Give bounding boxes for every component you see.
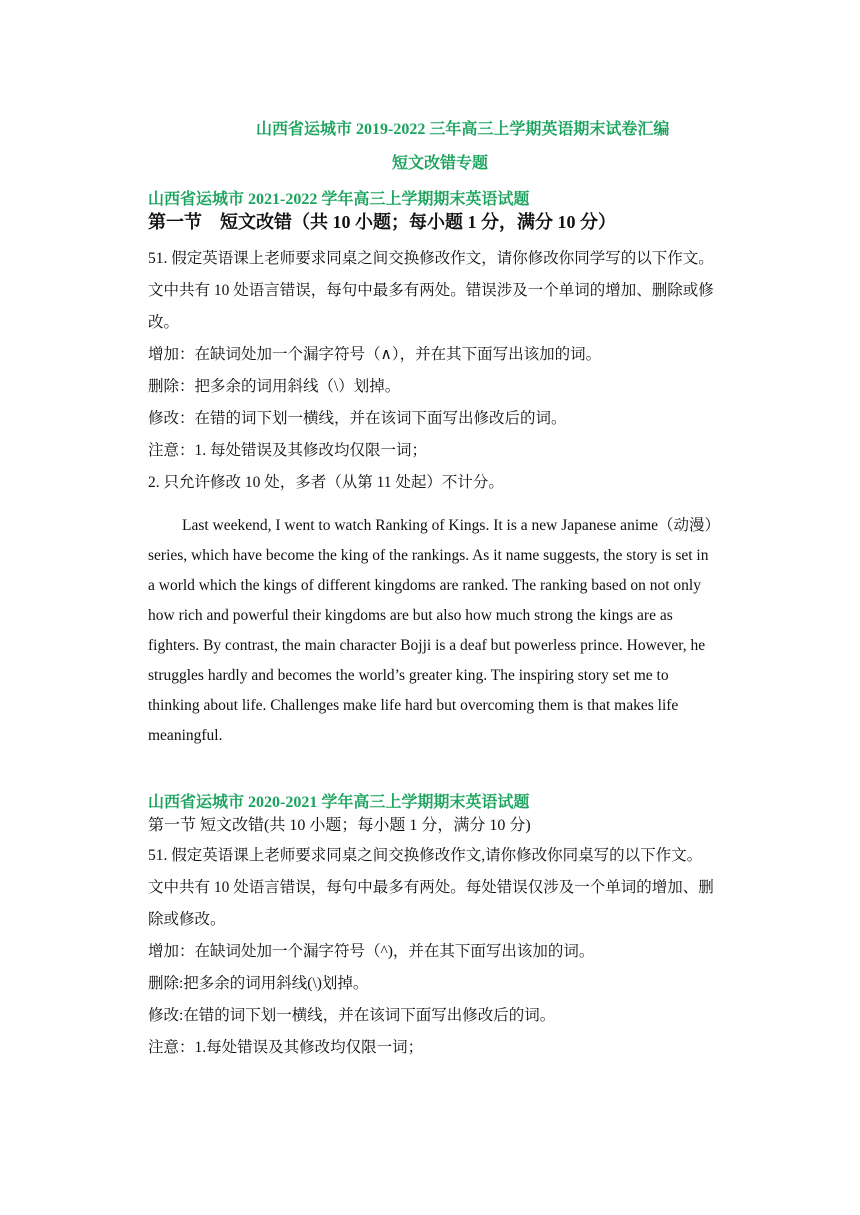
exam1-section-title: 第一节 短文改错（共 10 小题；每小题 1 分，满分 10 分） — [148, 212, 616, 232]
exam1-instruction-delete: 删除：把多余的词用斜线（\）划掉。 — [148, 378, 401, 395]
exam2-instruction-note1: 注意：1.每处错误及其修改均仅限一词； — [148, 1039, 424, 1056]
exam2-instruction-modify: 修改:在错的词下划一横线，并在该词下面写出修改后的词。 — [148, 1007, 556, 1024]
exam2-instruction-add: 增加：在缺词处加一个漏字符号（^)，并在其下面写出该加的词。 — [148, 943, 595, 960]
exam2-section-title: 第一节 短文改错(共 10 小题；每小题 1 分，满分 10 分) — [148, 817, 531, 834]
exam1-instructions — [148, 243, 714, 499]
exam1-instruction-note1: 注意：1. 每处错误及其修改均仅限一词； — [148, 442, 428, 459]
exam1-instruction-modify: 修改：在错的词下划一横线，并在该词下面写出修改后的词。 — [148, 410, 567, 427]
exam2-heading: 山西省运城市 2020-2021 学年高三上学期期末英语试题 — [148, 794, 530, 811]
document-title: 山西省运城市 2019-2022 三年高三上学期英语期末试卷汇编 — [256, 121, 670, 138]
exam1-passage — [148, 511, 714, 751]
passage-text: Last weekend, I went to watch Ranking of Kings. It is a new Japanese anime（动漫）series, which have become the king of the rankings. As it name suggests, the story is set in a world which the kings of different kingdoms are ranked. The ranking based on not only how rich and powerful their kingdoms are but also how much strong the kings are as fighters. By contrast, the main character Bojji is a deaf but powerless prince. However, he struggles hardly and becomes the world’s greater king. The inspiring story set me to thinking about life. Challenges make life hard but overcoming them is that makes life meaningful. — [148, 517, 713, 744]
exam1-heading: 山西省运城市 2021-2022 学年高三上学期期末英语试题 — [148, 191, 530, 208]
exam1-instruction-note2: 2. 只允许修改 10 处，多者（从第 11 处起）不计分。 — [148, 474, 504, 491]
exam2-instructions — [148, 840, 714, 1064]
document-subtitle: 短文改错专题 — [392, 155, 489, 172]
exam2-instruction-main: 51. 假定英语课上老师要求同桌之间交换修改作文,请你修改你同桌写的以下作文。文中共有 10 处语言错误，每句中最多有两处。每处错误仅涉及一个单词的增加、删除或修改。 — [148, 847, 714, 928]
exam1-instruction-main: 51. 假定英语课上老师要求同桌之间交换修改作文，请你修改你同学写的以下作文。文中共有 10 处语言错误，每句中最多有两处。错误涉及一个单词的增加、删除或修改。 — [148, 250, 714, 331]
exam2-instruction-delete: 删除:把多余的词用斜线(\)划掉。 — [148, 975, 369, 992]
exam1-instruction-add: 增加：在缺词处加一个漏字符号（∧），并在其下面写出该加的词。 — [148, 346, 602, 363]
